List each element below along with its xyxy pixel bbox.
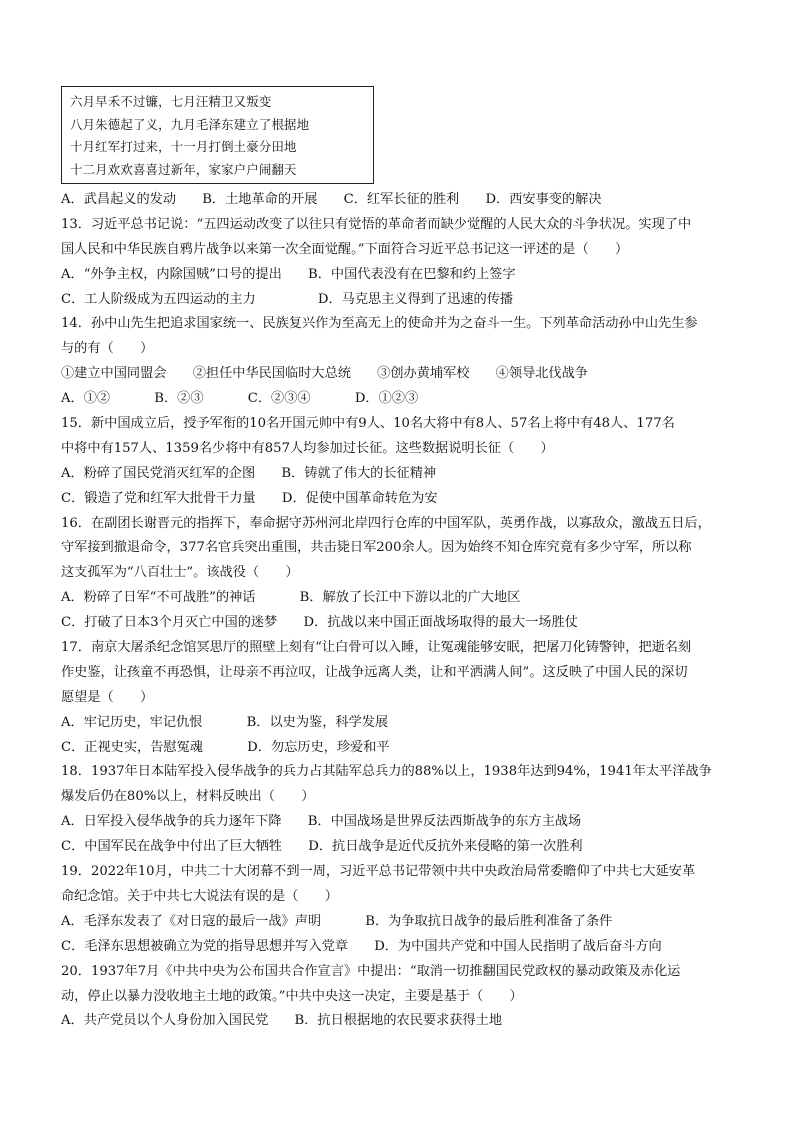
q12-options [61,188,737,213]
q19-options-row1 [61,910,737,935]
q18-option-c: C．中国军民在战争中付出了巨大牺牲 [61,839,283,855]
q13-stem: 国人民和中华民族自鸦片战争以来第一次全面觉醒。”下面符合习近平总书记这一评述的是（ ） [61,241,629,257]
q12-option-d: D．西安事变的解决 [485,192,602,207]
q20-option-b: B．抗日根据地的农民要求获得土地 [294,1013,503,1029]
q17-stem: 作史鉴，让孩童不再恐惧，让母亲不再泣叹，让战争远离人类，让和平洒满人间”。这反映了中国人民的深切 [61,664,688,680]
q17-stem: 愿望是（ ） [61,689,154,705]
q18-options-row1 [61,810,737,835]
q16-option-a: A．粉碎了日军“不可战胜”的神话 [61,590,256,606]
q19-options-row2 [61,935,737,960]
question-list [61,188,737,1034]
q14-item-4: ④领导北伐战争 [495,366,588,382]
q13-option-b: B．中国代表没有在巴黎和约上签字 [308,266,516,282]
q12-option-c: C．红军长征的胜利 [343,192,460,207]
q13-option-a: A．“外争主权，内除国贼”口号的提出 [61,266,282,282]
q18-option-a: A．日军投入侵华战争的兵力逐年下降 [61,814,282,830]
q13-stem: 13．习近平总书记说：“五四运动改变了以往只有觉悟的革命者而缺少觉醒的人民大众的斗争状况。实现了中 [61,216,692,232]
q18-option-d: D．抗日战争是近代反抗外来侵略的第一次胜利 [308,839,583,855]
q16-stem: 守军接到撤退命令，377名官兵突出重围，共击毙日军200余人。因为始终不知仓库究竟有多少守军，所以称 [61,540,692,556]
q15-option-c: C．锻造了党和红军大批骨干力量 [61,490,256,506]
q14-stem: 14．孙中山先生把追求国家统一、民族复兴作为至高无上的使命并为之奋斗一生。下列革命活动孙中山先生参 [61,316,698,332]
q20-stem: 动，停止以暴力没收地主土地的政策。”中共中央这一决定，主要是基于（ ） [61,988,523,1004]
q16-options-row2 [61,611,737,636]
q15-stem: 中将中有157人、1359名少将中有857人均参加过长征。这些数据说明长征（ ） [61,440,554,456]
q15-option-d: D．促使中国革命转危为安 [281,490,438,506]
q15-options-row2 [61,487,737,512]
q16-option-d: D．抗战以来中国正面战场取得的最大一场胜仗 [303,615,578,631]
q14-item-2: ②担任中华民国临时大总统 [192,366,351,382]
q16-option-c: C．打破了日本3个月灭亡中国的迷梦 [61,615,278,631]
q19-stem: 命纪念馆。关于中共七大说法有误的是（ ） [61,888,338,904]
q12-option-a: A．武昌起义的发动 [61,192,177,207]
q15-options-row1 [61,462,737,487]
ballad-box [61,86,374,184]
q15-option-a: A．粉碎了国民党消灭红军的企图 [61,465,256,481]
q17-stem: 17．南京大屠杀纪念馆冥思厅的照壁上刻有“让白骨可以入睡，让冤魂能够安眠，把屠刀化铸警钟，把逝名刻 [61,640,692,656]
ballad-line: 八月朱德起了义，九月毛泽东建立了根据地 [70,116,310,132]
q14-item-3: ③创办黄埔军校 [377,366,470,382]
q20-stem: 20．1937年7月《中共中央为公布国共合作宣言》中提出：“取消一切推翻国民党政权的暴动政策及赤化运 [61,963,681,979]
q17-options-row2 [61,736,737,761]
q15-option-b: B．铸就了伟大的长征精神 [281,465,437,481]
q14-options [61,387,737,412]
q13-option-c: C．工人阶级成为五四运动的主力 [61,291,256,307]
q16-stem: 这支孤军为“八百壮士”。该战役（ ） [61,565,299,581]
q17-option-a: A．牢记历史，牢记仇恨 [61,714,203,730]
q13-option-d: D．马克思主义得到了迅速的传播 [317,291,514,307]
q19-option-d: D．为中国共产党和中国人民指明了战后奋斗方向 [374,938,662,954]
q17-options-row1 [61,711,737,736]
q19-option-a: A．毛泽东发表了《对日寇的最后一战》声明 [61,913,322,929]
q18-stem: 18．1937年日本陆军投入侵华战争的兵力占其陆军总兵力的88%以上，1938年达到94%，1941年太平洋战争 [61,764,712,780]
q19-option-c: C．毛泽东思想被确立为党的指导思想并写入党章 [61,938,349,954]
q17-option-b: B．以史为鉴，科学发展 [246,714,389,730]
q20-option-a: A．共产党员以个人身份加入国民党 [61,1013,269,1029]
q14-items [61,362,737,387]
q14-option-a: A．①② [61,391,111,407]
q12-option-b: B．土地革命的开展 [202,192,318,207]
q18-option-b: B．中国战场是世界反法西斯战争的东方主战场 [307,814,582,830]
q13-options-row1 [61,263,737,288]
ballad-line: 十月红军打过来，十一月打倒土豪分田地 [70,139,297,154]
q17-option-c: C．正视史实，告慰冤魂 [61,739,203,755]
q14-stem: 与的有（ ） [61,341,154,357]
ballad-line: 十二月欢欢喜喜过新年，家家户户闹翻天 [70,161,297,177]
q16-options-row1 [61,586,737,611]
q19-option-b: B．为争取抗日战争的最后胜利准备了条件 [365,913,613,929]
q14-option-c: C．②③④ [247,391,311,407]
q14-item-1: ①建立中国同盟会 [61,366,167,382]
q13-options-row2 [61,288,737,313]
q15-stem: 15．新中国成立后，授予军衔的10名开国元帅中有9人、10名大将中有8人、57名上将中有48人、177名 [61,416,675,432]
ballad-line: 六月早禾不过镰，七月汪精卫又叛变 [70,94,272,109]
q14-option-d: D．①②③ [354,391,419,407]
q19-stem: 19．2022年10月，中共二十大闭幕不到一周，习近平总书记带领中共中央政治局常委瞻仰了中共七大延安革 [61,864,696,880]
q17-option-d: D．勿忘历史，珍爱和平 [247,739,390,755]
q16-stem: 16．在副团长谢晋元的指挥下，奉命据守苏州河北岸四行仓库的中国军队，英勇作战，以寡敌众，激战五日后， [61,515,711,531]
q20-options-row1 [61,1009,737,1034]
q16-option-b: B．解放了长江中下游以北的广大地区 [299,590,521,606]
q18-stem: 爆发后仍在80%以上，材料反映出（ ） [61,789,315,805]
q14-option-b: B．②③ [154,391,204,407]
q18-options-row2 [61,835,737,860]
